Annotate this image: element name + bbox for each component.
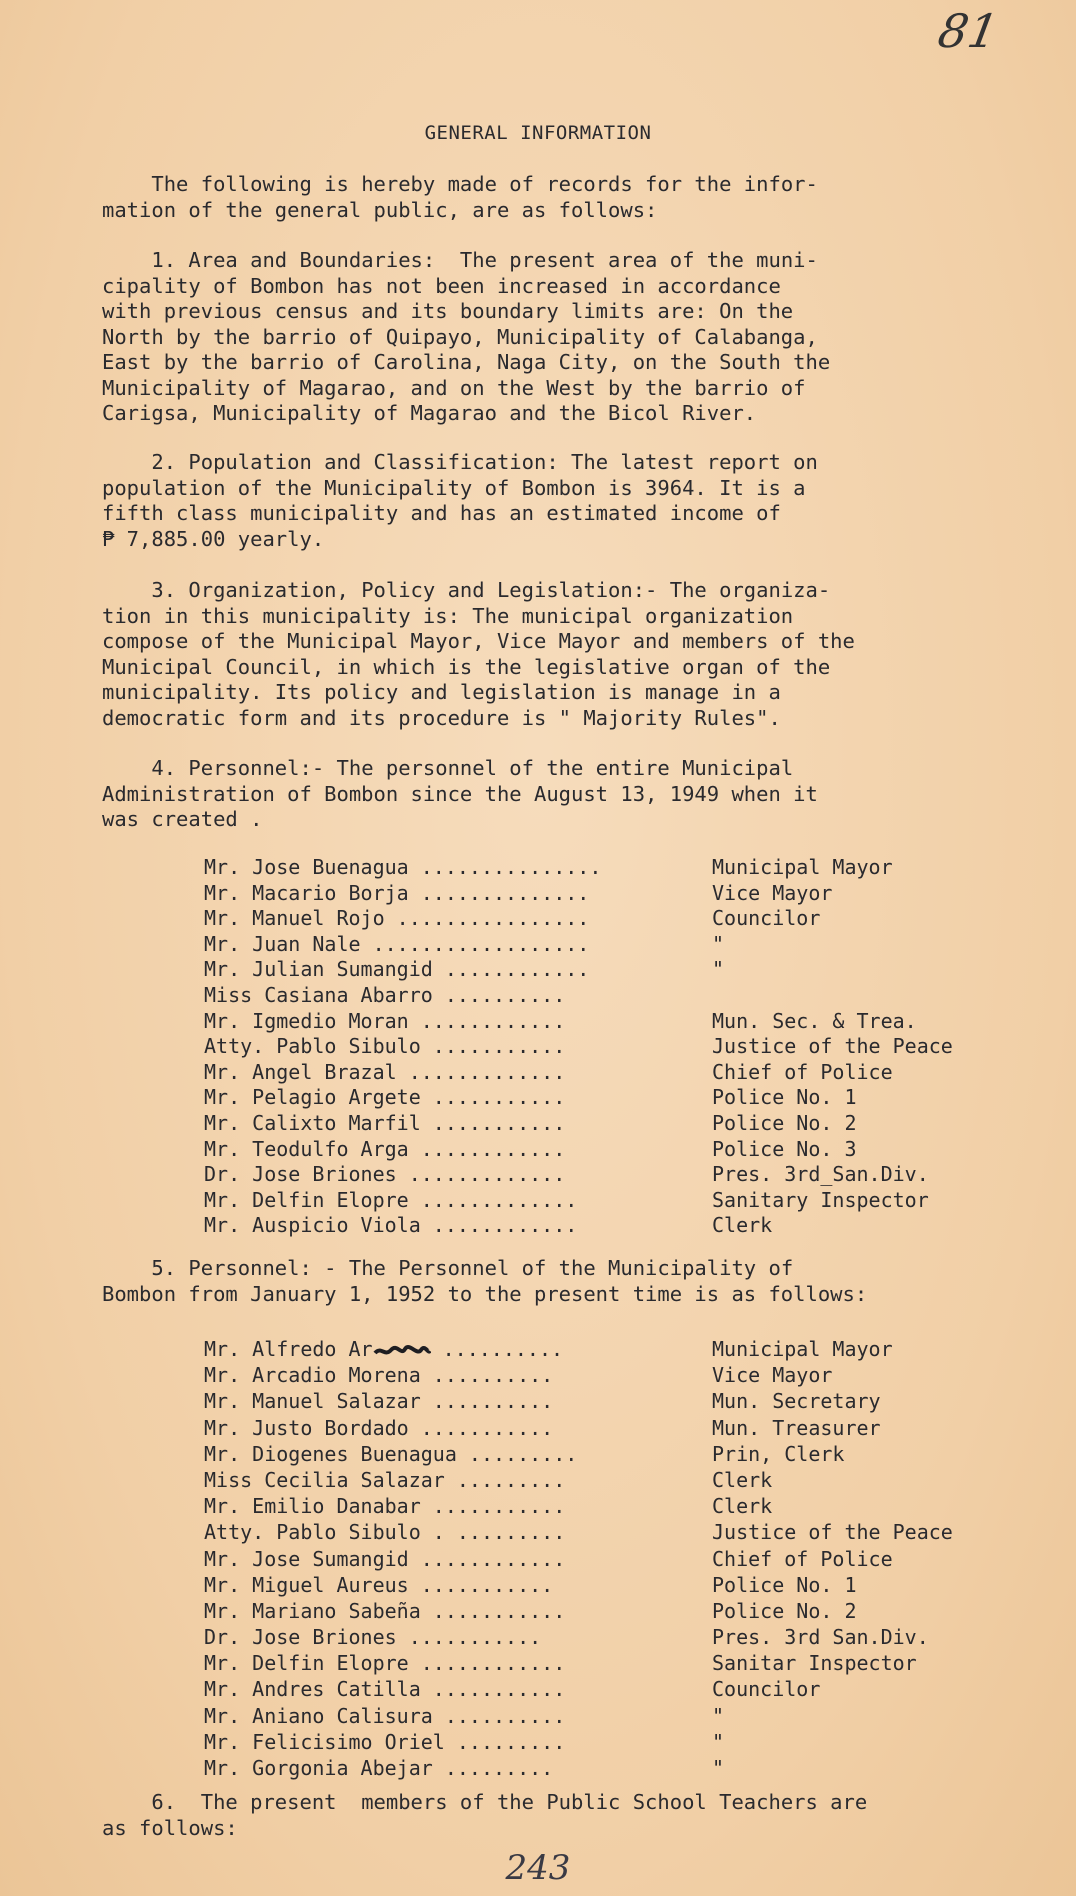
staff-row xyxy=(204,1729,1034,1755)
staff-name: Mr. Gorgonia Abejar ......... xyxy=(204,1756,554,1780)
staff-row xyxy=(204,1598,1034,1624)
staff-row xyxy=(204,1034,1034,1060)
staff-row xyxy=(204,1493,1034,1519)
staff-row xyxy=(204,1336,1034,1362)
staff-name: Mr. Pelagio Argete ........... xyxy=(204,1085,566,1110)
staff-name: Mr. Auspicio Viola ............ xyxy=(204,1213,578,1238)
staff-position: Chief of Police xyxy=(712,1059,893,1084)
intro-paragraph: The following is hereby made of records for the infor- mation of the general public, are as follows: xyxy=(102,172,818,222)
staff-position: Justice of the Peace xyxy=(712,1520,953,1545)
staff-row xyxy=(204,1415,1034,1441)
staff-row xyxy=(204,1009,1034,1035)
staff-position: Vice Mayor xyxy=(712,1363,833,1388)
staff-position xyxy=(712,983,1034,1009)
staff-row xyxy=(204,855,1034,881)
staff-row xyxy=(204,1467,1034,1493)
staff-position: Pres. 3rd_San.Div. xyxy=(712,1162,929,1187)
staff-row xyxy=(204,1188,1034,1214)
staff-row xyxy=(204,1060,1034,1086)
staff-name xyxy=(204,1336,712,1362)
staff-position: Sanitar Inspector xyxy=(712,1651,917,1676)
staff-name-end: .......... xyxy=(430,1337,564,1361)
staff-position: Prin, Clerk xyxy=(712,1441,845,1466)
staff-name: Mr. Miguel Aureus ........... xyxy=(204,1572,554,1597)
staff-position: Clerk xyxy=(712,1213,773,1238)
staff-name: Mr. Andres Catilla ........... xyxy=(204,1677,566,1702)
staff-position: Sanitary Inspector xyxy=(712,1187,929,1212)
staff-position: Councilor xyxy=(712,1677,821,1702)
document-title: GENERAL INFORMATION xyxy=(424,122,652,144)
staff-name: Mr. Macario Borja .............. xyxy=(204,880,590,905)
staff-row xyxy=(204,983,1034,1009)
staff-name: Mr. Justo Bordado ........... xyxy=(204,1415,554,1440)
staff-row xyxy=(204,1572,1034,1598)
staff-row xyxy=(204,1519,1034,1545)
organization-paragraph: 3. Organization, Policy and Legislation:- The organiza- tion in this municipality is: The municipal organization compose of the Municipal Mayor, Vice Mayor and members of the Municipal Council, in which is the legislative organ of the municipality. Its policy and legislation is manage in a democratic form and its procedure is " Majority Rules". xyxy=(102,578,855,730)
staff-name: Miss Cecilia Salazar ......... xyxy=(204,1467,566,1492)
staff-name: Mr. Jose Buenagua ............... xyxy=(204,855,602,879)
staff-name: Mr. Aniano Calisura .......... xyxy=(204,1703,566,1728)
staff-name: Mr. Juan Nale .................. xyxy=(204,931,590,956)
staff-name: Mr. Diogenes Buenagua ......... xyxy=(204,1441,578,1466)
staff-name: Mr. Angel Brazal ............. xyxy=(204,1059,566,1084)
staff-position: Clerk xyxy=(712,1467,773,1492)
personnel-1949-paragraph: 4. Personnel:- The personnel of the entire Municipal Administration of Bombon since the August 13, 1949 when it was created . xyxy=(102,756,818,831)
staff-name: Mr. Manuel Rojo ................ xyxy=(204,906,590,931)
staff-name: Atty. Pablo Sibulo ........... xyxy=(204,1034,566,1059)
staff-position: Chief of Police xyxy=(712,1546,893,1571)
personnel-1949-list xyxy=(204,855,1034,1239)
handwritten-footer-number: 243 xyxy=(505,1848,571,1888)
staff-name: Dr. Jose Briones ........... xyxy=(204,1625,542,1650)
staff-row xyxy=(204,1162,1034,1188)
staff-position: " xyxy=(712,931,725,956)
staff-row xyxy=(204,1755,1034,1781)
staff-row xyxy=(204,957,1034,983)
staff-position: Justice of the Peace xyxy=(712,1034,953,1059)
staff-position: Clerk xyxy=(712,1494,773,1519)
personnel-1952-paragraph: 5. Personnel: - The Personnel of the Municipality of Bombon from January 1, 1952 to the present time is as follows: xyxy=(102,1256,868,1306)
staff-name: Atty. Pablo Sibulo . ......... xyxy=(204,1520,566,1545)
staff-position: " xyxy=(712,1703,725,1728)
staff-name: Mr. Julian Sumangid ............ xyxy=(204,957,590,982)
staff-position: Police No. 2 xyxy=(712,1110,857,1135)
staff-position: Mun. Treasurer xyxy=(712,1415,881,1440)
staff-row xyxy=(204,1085,1034,1111)
staff-row xyxy=(204,1546,1034,1572)
staff-position: Mun. Secretary xyxy=(712,1389,881,1414)
staff-position: " xyxy=(712,1756,725,1780)
staff-name: Mr. Teodulfo Arga ............ xyxy=(204,1136,566,1161)
staff-position: Police No. 3 xyxy=(712,1136,857,1161)
staff-row xyxy=(204,1676,1034,1702)
staff-row xyxy=(204,1362,1034,1388)
staff-position: " xyxy=(712,1729,725,1754)
staff-position: Mun. Sec. & Trea. xyxy=(712,1008,917,1033)
staff-position: Police No. 1 xyxy=(712,1085,857,1110)
page-number: 81 xyxy=(934,4,1003,58)
staff-row xyxy=(204,1388,1034,1414)
staff-position: Pres. 3rd San.Div. xyxy=(712,1625,929,1650)
staff-name: Mr. Emilio Danabar ........... xyxy=(204,1494,566,1519)
staff-row xyxy=(204,932,1034,958)
staff-name: Miss Casiana Abarro .......... xyxy=(204,982,566,1007)
staff-name: Dr. Jose Briones ............. xyxy=(204,1162,566,1187)
staff-position: Municipal Mayor xyxy=(712,855,893,879)
staff-position: Police No. 1 xyxy=(712,1572,857,1597)
staff-name-start: Mr. Alfredo Ar xyxy=(204,1337,373,1361)
personnel-1952-list xyxy=(204,1336,1034,1781)
staff-name: Mr. Manuel Salazar .......... xyxy=(204,1389,554,1414)
staff-row xyxy=(204,1137,1034,1163)
population-paragraph: 2. Population and Classification: The latest report on population of the Municipality of Bombon is 3964. It is a fifth class municipality and has an estimated income of ₱ 7,885.00 yearly. xyxy=(102,450,818,551)
staff-row xyxy=(204,1441,1034,1467)
staff-name: Mr. Jose Sumangid ............ xyxy=(204,1546,566,1571)
staff-name: Mr. Delfin Elopre ............. xyxy=(204,1187,578,1212)
staff-position: Councilor xyxy=(712,906,821,931)
staff-position: " xyxy=(712,957,725,982)
staff-name: Mr. Igmedio Moran ............ xyxy=(204,1008,566,1033)
staff-name: Mr. Delfin Elopre ............ xyxy=(204,1651,566,1676)
staff-row xyxy=(204,1703,1034,1729)
staff-row xyxy=(204,1650,1034,1676)
staff-position: Police No. 2 xyxy=(712,1598,857,1623)
staff-row xyxy=(204,1111,1034,1137)
staff-name: Mr. Calixto Marfil ........... xyxy=(204,1110,566,1135)
staff-row xyxy=(204,906,1034,932)
staff-row xyxy=(204,1213,1034,1239)
ink-scribble xyxy=(373,1344,431,1358)
area-boundaries-paragraph: 1. Area and Boundaries: The present area of the muni- cipality of Bombon has not been increased in accordance with previous census and its boundary limits are: On the North by the barrio of Quipayo, Municipality of Calabanga, East by the barrio of Carolina, Naga City, on the South the Municipality of Magarao, and on the West by the barrio of Carigsa, Municipality of Magarao and the Bicol River. xyxy=(102,248,831,425)
staff-name: Mr. Mariano Sabeña ........... xyxy=(204,1598,566,1623)
staff-name: Mr. Arcadio Morena .......... xyxy=(204,1363,554,1388)
staff-name: Mr. Felicisimo Oriel ......... xyxy=(204,1729,566,1754)
staff-position: Municipal Mayor xyxy=(712,1337,893,1361)
staff-row xyxy=(204,881,1034,907)
teachers-paragraph: 6. The present members of the Public School Teachers are as follows: xyxy=(102,1790,868,1840)
staff-row xyxy=(204,1624,1034,1650)
staff-position: Vice Mayor xyxy=(712,880,833,905)
